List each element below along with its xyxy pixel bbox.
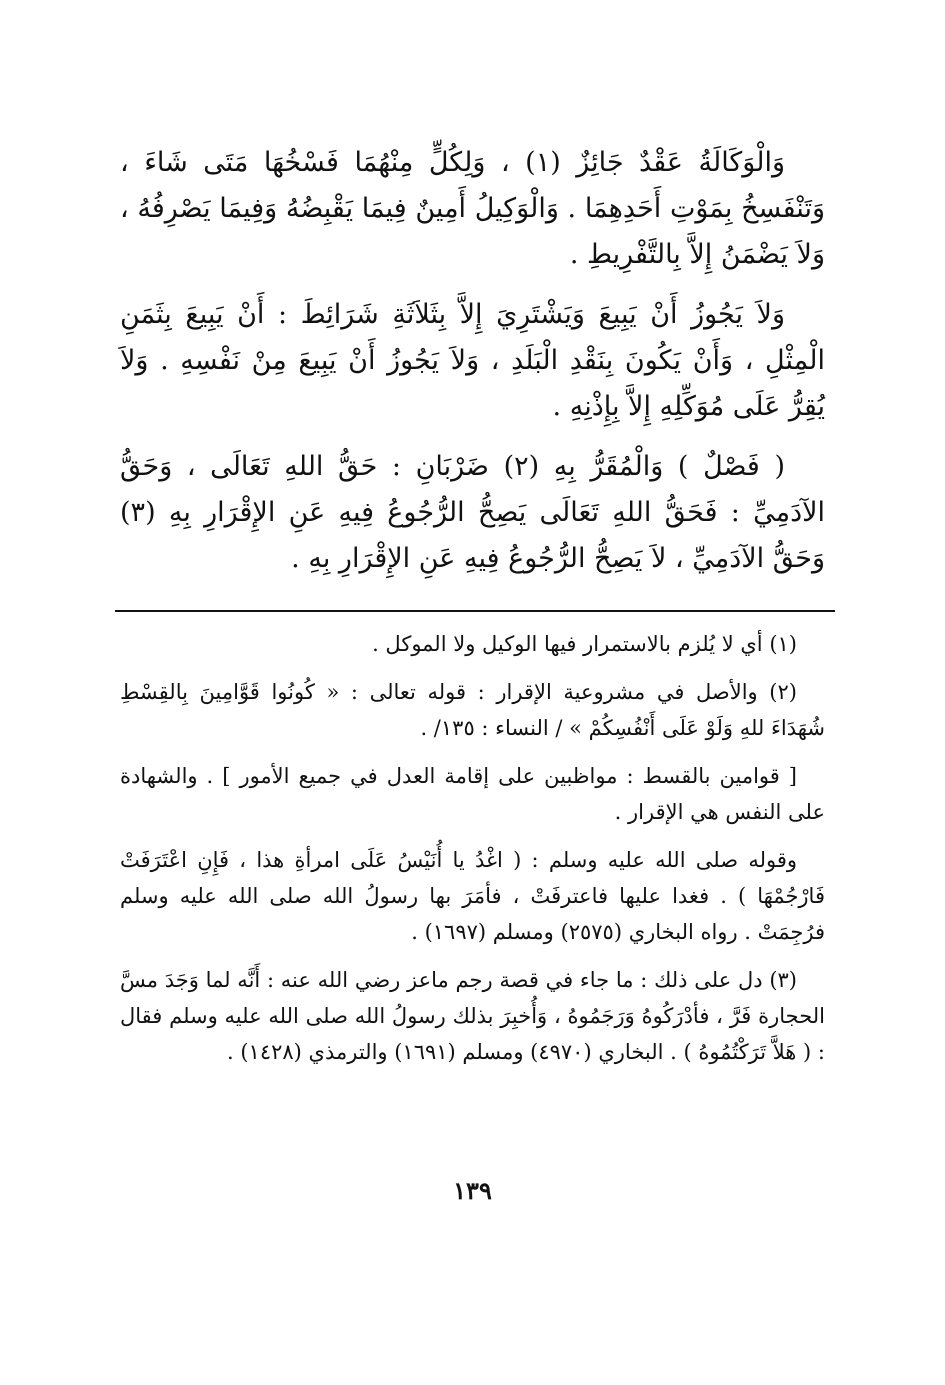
main-paragraph: وَلاَ يَجُوزُ أَنْ يَبِيعَ وَيَشْتَرِيَ إِلاَّ بِثَلاَثَةِ شَرَائِطَ : أَنْ يَبِيعَ بِثَمَنِ الْمِثْلِ ، وَأَنْ يَكُونَ بِنَقْدِ الْبَلَدِ ، وَلاَ يَجُوزُ أَنْ يَبِيعَ مِنْ نَفْسِهِ . وَلاَ يُقِرُّ عَلَى مُوَكِّلِهِ إِلاَّ بِإِذْنِهِ . xyxy=(120,299,825,422)
footnote-divider xyxy=(115,610,835,612)
footnotes xyxy=(120,626,825,1070)
main-paragraph: ( فَصْلٌ ) وَالْمُقَرُّ بِهِ (٢) ضَرْبَانِ : حَقُّ اللهِ تَعَالَى ، وَحَقُّ الآدَمِيِّ : فَحَقُّ اللهِ تَعَالَى يَصِحُّ الرُّجُوعُ فِيهِ عَنِ الإِقْرَارِ بِهِ (٣) وَحَقُّ الآدَمِيِّ ، لاَ يَصِحُّ الرُّجُوعُ فِيهِ عَنِ الإِقْرَارِ بِهِ . xyxy=(120,451,825,574)
main-text xyxy=(120,140,825,582)
footnote: (٢) والأصل في مشروعية الإقرار : قوله تعالى : « كُونُوا قَوَّامِينَ بِالقِسْطِ شُهَدَاءَ للهِ وَلَوْ عَلَى أَنْفُسِكُمْ » / النساء : ١٣٥/ . xyxy=(120,680,825,740)
page-number: ١٣٩ xyxy=(453,1176,492,1205)
main-paragraph: وَالْوَكَالَةُ عَقْدٌ جَائِزٌ (١) ، وَلِكُلٍّ مِنْهُمَا فَسْخُهَا مَتَى شَاءَ ، وَتَنْفَسِخُ بِمَوْتِ أَحَدِهِمَا . وَالْوَكِيلُ أَمِينٌ فِيمَا يَقْبِضُهُ وَفِيمَا يَصْرِفُهُ ، وَلاَ يَضْمَنُ إِلاَّ بِالتَّفْرِيطِ . xyxy=(120,147,825,270)
footnote: (١) أي لا يُلزم بالاستمرار فيها الوكيل ولا الموكل . xyxy=(372,632,797,656)
footnote: [ قوامين بالقسط : مواظبين على إقامة العدل في جميع الأمور ] . والشهادة على النفس هي الإقرار . xyxy=(120,764,825,824)
footnote: (٣) دل على ذلك : ما جاء في قصة رجم ماعز رضي الله عنه : أَنَّه لما وَجَدَ مسَّ الحجارة فَرَّ ، فأدْرَكُوهُ وَرَجَمُوهُ ، وَأُخبِرَ بذلك رسولُ الله صلى الله عليه وسلم فقال : ( هَلاَّ تَرَكْتُمُوهُ ) . البخاري (٤٩٧٠) ومسلم (١٦٩١) والترمذي (١٤٢٨) . xyxy=(120,968,825,1064)
page-body xyxy=(120,140,825,1082)
footnote: وقوله صلى الله عليه وسلم : ( اغْدُ يا أُنَيْسُ عَلَى امرأةِ هذا ، فَإِنِ اعْتَرَفَتْ فَارْجُمْهَا ) . فغدا عليها فاعترفَتْ ، فأمَرَ بها رسولُ الله صلى الله عليه وسلم فرُجِمَتْ . رواه البخاري (٢٥٧٥) ومسلم (١٦٩٧) . xyxy=(120,848,825,944)
